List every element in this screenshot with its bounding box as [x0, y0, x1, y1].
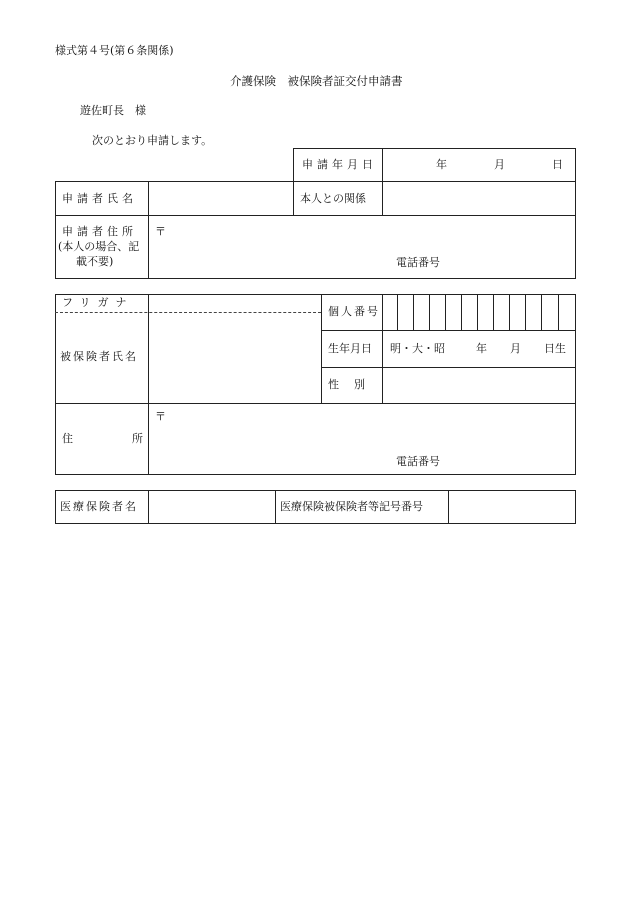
application-month-unit: 月: [494, 158, 505, 171]
furigana-field[interactable]: [150, 296, 320, 311]
birthdate-label: 生年月日: [328, 342, 372, 355]
applicant-address-note-2: 載不要): [76, 255, 114, 268]
applicant-address-field[interactable]: [150, 217, 574, 277]
applicant-address-note-1: (本人の場合、記: [58, 240, 140, 253]
personal-number-field[interactable]: [384, 296, 574, 329]
applicant-postal-mark: 〒: [155, 225, 166, 238]
application-day-unit: 日: [552, 158, 563, 171]
applicant-address-label: 申請者住所: [62, 225, 137, 238]
personal-number-label: 個人番号: [328, 305, 380, 318]
intro-text: 次のとおり申請します。: [92, 134, 213, 147]
medical-insurer-field[interactable]: [150, 492, 274, 522]
gender-label: 性 別: [328, 378, 367, 391]
medical-number-field[interactable]: [450, 492, 574, 522]
birth-month-unit: 月: [510, 342, 521, 355]
insured-phone-label: 電話番号: [396, 455, 440, 468]
addressee: 遊佐町長 様: [80, 104, 146, 117]
birth-year-unit: 年: [476, 342, 487, 355]
application-year-unit: 年: [436, 158, 447, 171]
insured-postal-mark: 〒: [155, 410, 166, 423]
form-title: 介護保険 被保険者証交付申請書: [230, 74, 403, 88]
application-date-field[interactable]: [384, 150, 574, 180]
form-reference: 様式第４号(第６条関係): [55, 44, 174, 57]
applicant-name-field[interactable]: [150, 183, 292, 214]
furigana-label: フリガナ: [62, 296, 134, 309]
applicant-phone-label: 電話番号: [396, 256, 440, 269]
application-date-label: 申請年月日: [302, 158, 377, 171]
relation-label: 本人との関係: [300, 192, 366, 205]
insured-address-field[interactable]: [150, 405, 574, 473]
applicant-name-label: 申請者氏名: [62, 192, 137, 205]
medical-number-label: 医療保険被保険者等記号番号: [280, 500, 423, 513]
insured-address-label-b: 所: [132, 432, 143, 445]
era-options: 明・大・昭: [390, 342, 445, 355]
medical-insurer-label: 医療保険者名: [60, 500, 138, 513]
gender-field[interactable]: [384, 369, 574, 402]
insured-address-label-a: 住: [62, 432, 73, 445]
insured-name-label: 被保険者氏名: [60, 350, 138, 363]
birth-day-unit: 日生: [544, 342, 566, 355]
relation-field[interactable]: [384, 183, 574, 214]
insured-name-field[interactable]: [150, 314, 320, 402]
